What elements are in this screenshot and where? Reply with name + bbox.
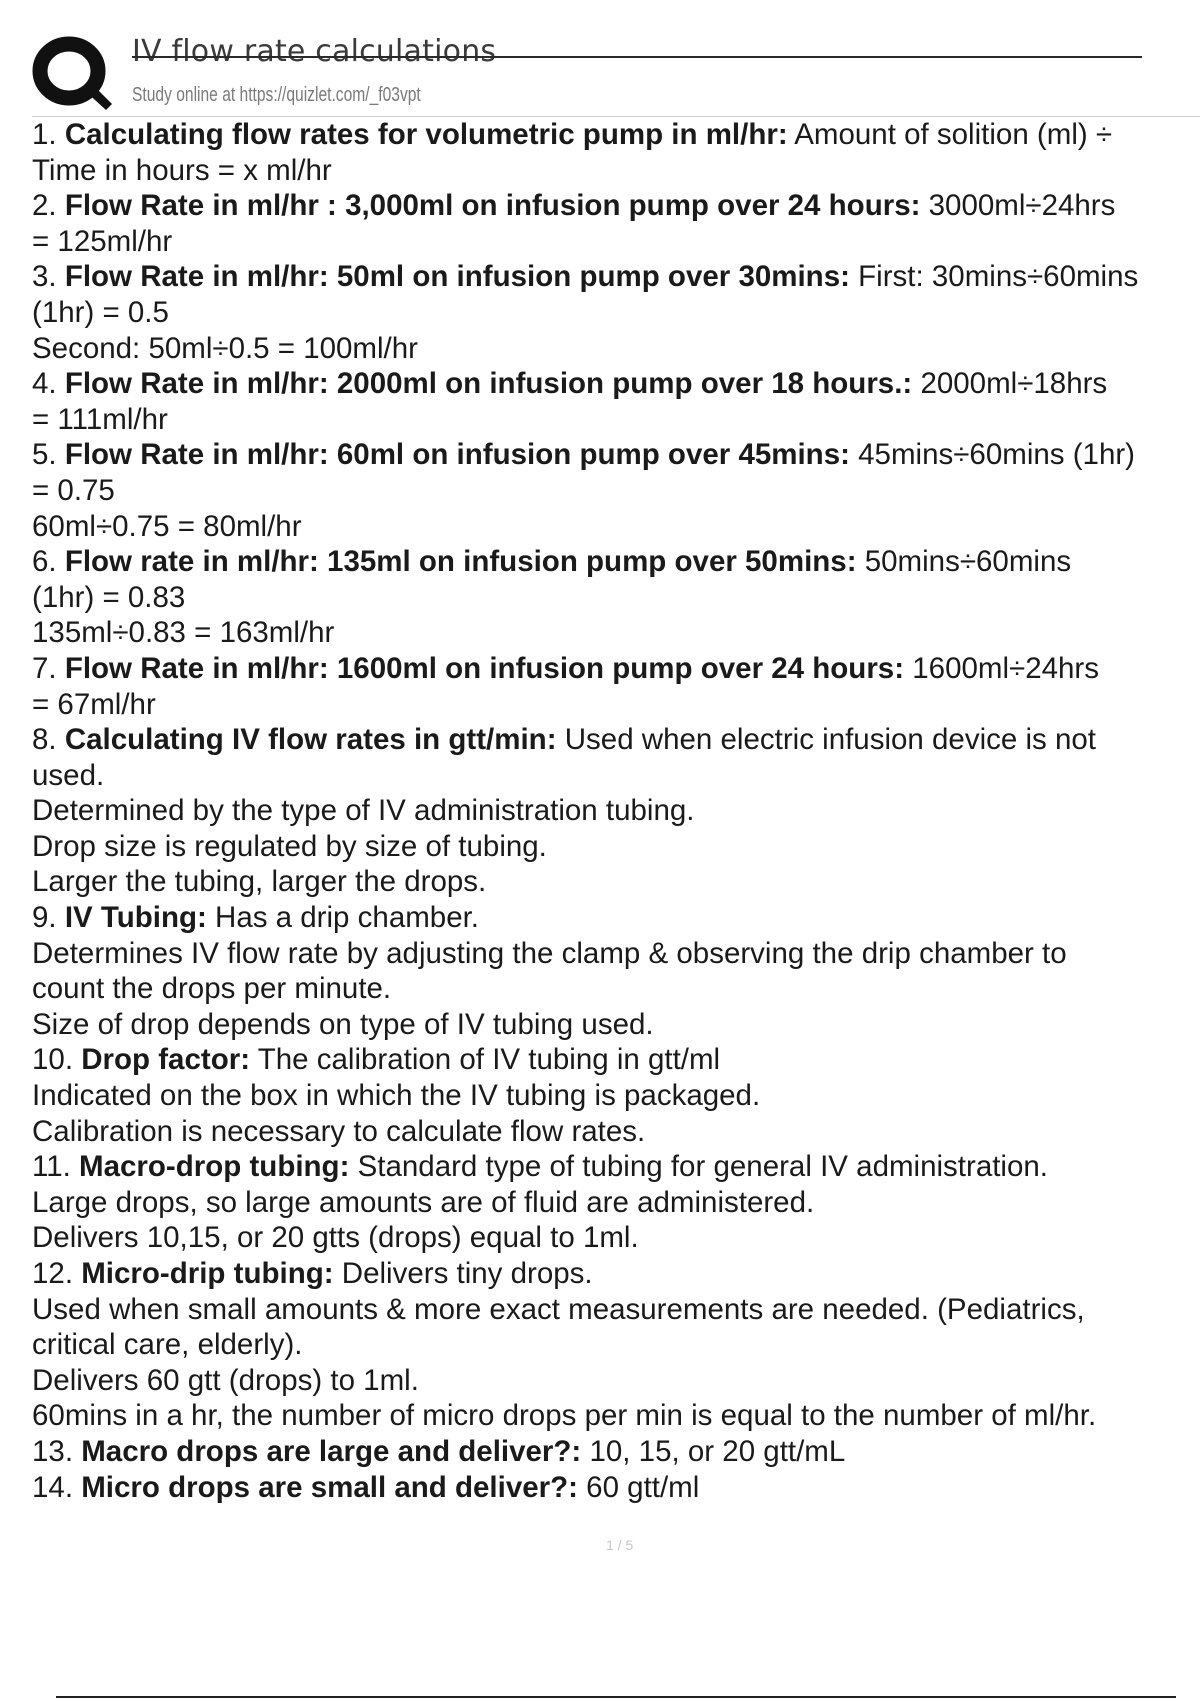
term-definition: 45mins÷60mins (1hr) bbox=[858, 438, 1136, 472]
term-label: Calculating IV flow rates in gtt/min: bbox=[64, 723, 557, 757]
term-item bbox=[32, 900, 1200, 1042]
term-label: Flow Rate in ml/hr: 60ml on infusion pump over 45mins: bbox=[64, 438, 850, 472]
term-definition: 10, 15, or 20 gtt/mL bbox=[589, 1434, 846, 1468]
term-first-line bbox=[32, 188, 1200, 224]
term-number: 2. bbox=[32, 189, 57, 223]
term-first-line bbox=[32, 1470, 1200, 1506]
term-item bbox=[32, 722, 1200, 900]
term-first-line bbox=[32, 1149, 1200, 1185]
term-number: 4. bbox=[32, 367, 57, 401]
term-label: Flow Rate in ml/hr: 2000ml on infusion pump over 18 hours.: bbox=[64, 367, 913, 401]
page-header bbox=[0, 0, 1200, 118]
term-label: Drop factor: bbox=[81, 1043, 251, 1077]
term-number: 13. bbox=[32, 1434, 74, 1468]
term-label: Flow Rate in ml/hr: 50ml on infusion pump over 30mins: bbox=[64, 260, 850, 294]
term-definition-line: 60ml÷0.75 = 80ml/hr bbox=[32, 509, 302, 543]
term-item bbox=[32, 1434, 1200, 1470]
term-label: Calculating flow rates for volumetric pump in ml/hr: bbox=[64, 118, 788, 151]
term-item bbox=[32, 1149, 1200, 1256]
term-number: 1. bbox=[32, 118, 57, 151]
term-number: 8. bbox=[32, 723, 57, 757]
term-item bbox=[32, 1256, 1200, 1434]
term-first-line bbox=[32, 1434, 1200, 1470]
study-online-link[interactable]: Study online at https://quizlet.com/_f03vpt bbox=[132, 84, 421, 106]
term-definition-line: 135ml÷0.83 = 163ml/hr bbox=[32, 616, 335, 650]
term-definition-line: Delivers 60 gtt (drops) to 1ml. bbox=[32, 1363, 419, 1397]
footer-divider bbox=[56, 1696, 1176, 1698]
term-number: 12. bbox=[32, 1257, 74, 1290]
term-first-line bbox=[32, 900, 1200, 936]
term-definition-line: = 0.75 bbox=[32, 473, 115, 507]
term-definition-line: = 67ml/hr bbox=[32, 687, 156, 721]
terms-list bbox=[32, 117, 1200, 1505]
term-number: 5. bbox=[32, 438, 57, 472]
term-definition: 3000ml÷24hrs bbox=[928, 189, 1116, 223]
term-item bbox=[32, 1470, 1200, 1506]
term-label: Flow rate in ml/hr: 135ml on infusion pump over 50mins: bbox=[64, 545, 857, 579]
term-item bbox=[32, 651, 1200, 722]
term-definition-line: Large drops, so large amounts are of fluid are administered. bbox=[32, 1185, 815, 1219]
term-label: Flow Rate in ml/hr: 1600ml on infusion pump over 24 hours: bbox=[64, 651, 905, 685]
term-first-line bbox=[32, 259, 1200, 295]
term-definition-line: (1hr) = 0.83 bbox=[32, 580, 186, 614]
term-definition: 1600ml÷24hrs bbox=[912, 651, 1099, 685]
term-definition-line: = 111ml/hr bbox=[32, 402, 168, 436]
term-definition-line: Second: 50ml÷0.5 = 100ml/hr bbox=[32, 331, 418, 365]
term-first-line bbox=[32, 437, 1200, 473]
term-number: 7. bbox=[32, 651, 57, 685]
term-item bbox=[32, 544, 1200, 651]
term-number: 3. bbox=[32, 260, 57, 294]
term-item bbox=[32, 117, 1200, 188]
title-strike-rule bbox=[132, 56, 1142, 58]
term-definition-line: (1hr) = 0.5 bbox=[32, 295, 169, 329]
term-definition: Used when electric infusion device is not bbox=[564, 723, 1097, 757]
term-definition-line: Determined by the type of IV administration tubing. bbox=[32, 794, 695, 828]
term-definition-line: Drop size is regulated by size of tubing. bbox=[32, 829, 547, 863]
term-number: 14. bbox=[32, 1470, 74, 1504]
term-item bbox=[32, 188, 1200, 259]
term-definition-line: Indicated on the box in which the IV tubing is packaged. bbox=[32, 1079, 761, 1113]
term-item bbox=[32, 366, 1200, 437]
term-item bbox=[32, 1042, 1200, 1149]
page-number: 1 / 5 bbox=[606, 1537, 634, 1553]
term-definition: Has a drip chamber. bbox=[215, 901, 480, 935]
term-definition: 60 gtt/ml bbox=[586, 1470, 700, 1504]
term-first-line bbox=[32, 651, 1200, 687]
term-first-line bbox=[32, 544, 1200, 580]
term-definition: 2000ml÷18hrs bbox=[920, 367, 1108, 401]
term-definition-line: Size of drop depends on type of IV tubing used. bbox=[32, 1007, 654, 1041]
term-label: Macro-drop tubing: bbox=[79, 1150, 350, 1184]
term-definition: Delivers tiny drops. bbox=[341, 1257, 593, 1290]
term-definition: The calibration of IV tubing in gtt/ml bbox=[257, 1043, 721, 1077]
term-label: Micro-drip tubing: bbox=[81, 1257, 334, 1290]
term-definition-line: used. bbox=[32, 758, 105, 792]
term-definition-line: = 125ml/hr bbox=[32, 224, 173, 258]
term-definition-line: Calibration is necessary to calculate flow rates. bbox=[32, 1114, 646, 1148]
term-number: 9. bbox=[32, 901, 57, 935]
term-item bbox=[32, 259, 1200, 366]
term-label: Flow Rate in ml/hr : 3,000ml on infusion pump over 24 hours: bbox=[64, 189, 921, 223]
term-number: 10. bbox=[32, 1043, 74, 1077]
term-item bbox=[32, 437, 1200, 544]
term-definition-line: Used when small amounts & more exact measurements are needed. (Pediatrics, bbox=[32, 1292, 1085, 1326]
quizlet-q-logo-icon bbox=[32, 34, 112, 112]
term-definition: 50mins÷60mins bbox=[864, 545, 1072, 579]
term-definition-line: critical care, elderly). bbox=[32, 1328, 303, 1362]
term-definition-line: Determines IV flow rate by adjusting the clamp & observing the drip chamber to bbox=[32, 936, 1067, 970]
term-number: 6. bbox=[32, 545, 57, 579]
document-title: IV flow rate calculations bbox=[132, 34, 497, 69]
term-first-line bbox=[32, 117, 1200, 153]
term-label: Micro drops are small and deliver?: bbox=[81, 1470, 578, 1504]
term-definition-line: 60mins in a hr, the number of micro drops per min is equal to the number of ml/hr. bbox=[32, 1399, 1097, 1433]
term-definition: First: 30mins÷60mins bbox=[858, 260, 1139, 294]
term-number: 11. bbox=[32, 1150, 71, 1184]
term-label: Macro drops are large and deliver?: bbox=[81, 1434, 582, 1468]
term-definition-line: Delivers 10,15, or 20 gtts (drops) equal to 1ml. bbox=[32, 1221, 639, 1255]
term-definition-line: count the drops per minute. bbox=[32, 972, 392, 1006]
term-first-line bbox=[32, 366, 1200, 402]
term-first-line bbox=[32, 722, 1200, 758]
term-definition: Standard type of tubing for general IV administration. bbox=[357, 1150, 1048, 1184]
term-first-line bbox=[32, 1042, 1200, 1078]
term-definition: Amount of solition (ml) ÷ bbox=[794, 118, 1113, 151]
term-label: IV Tubing: bbox=[64, 901, 207, 935]
term-definition-line: Larger the tubing, larger the drops. bbox=[32, 865, 487, 899]
term-definition-line: Time in hours = x ml/hr bbox=[32, 153, 332, 187]
term-first-line bbox=[32, 1256, 1200, 1292]
